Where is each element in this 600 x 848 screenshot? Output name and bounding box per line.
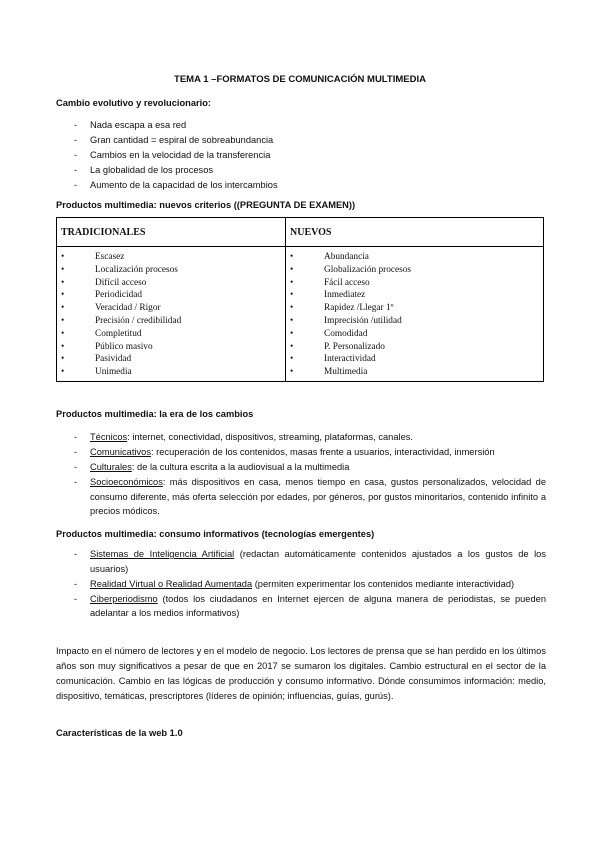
list-item: - Comunicativos: recuperación de los contenidos, masas frente a usuarios, interactividad, inmersión [56, 445, 546, 460]
criteria-table [56, 217, 544, 382]
list-item: • Imprecisión /utilidad [290, 315, 539, 328]
list-item: • Interactividad [290, 353, 539, 366]
list-item: - Ciberperiodismo (todos los ciudadanos en Internet ejercen de alguna manera de periodistas, se pueden adelantar a los medios informativos) [56, 592, 546, 621]
consumo-list [56, 547, 546, 621]
list-item: - Aumento de la capacidad de los intercambios [56, 178, 278, 193]
table-header-nuevos: NUEVOS [286, 218, 544, 247]
list-item: • P. Personalizado [290, 341, 539, 354]
page-title: TEMA 1 –FORMATOS DE COMUNICACIÓN MULTIMEDIA [174, 74, 426, 85]
list-item: • Público masivo [61, 341, 281, 354]
era-list [56, 430, 546, 519]
section-heading-cambio: Cambio evolutivo y revolucionario: [56, 98, 211, 108]
term: Ciberperiodismo [90, 593, 158, 604]
list-item: - Socioeconómicos: más dispositivos en casa, menos tiempo en casa, gustos personalizados, velocidad de consumo diferente, más oferta selección por edades, por géneros, por gustos minoritarios, contenido infinito a precios módicos. [56, 475, 546, 519]
table-cell-nuevos [286, 247, 544, 382]
section-heading-era: Productos multimedia: la era de los cambios [56, 409, 254, 419]
list-item: • Pasividad [61, 353, 281, 366]
list-item: • Completitud [61, 328, 281, 341]
body-paragraph: Impacto en el número de lectores y en el modelo de negocio. Los lectores de prensa que se han perdido en los últimos años son muy significativos a pesar de que en 2017 se sumaron los digitales. Cambio estructural en el sector de la comunicación. Cambio en las lógicas de producción y consumo informativo. Dónde consumimos información: medio, dispositivo, temáticas, prescriptores (líderes de opinión; influencias, guías, gurús). [56, 646, 546, 701]
list-item: - Realidad Virtual o Realidad Aumentada (permiten experimentar los contenidos mediante interactividad) [56, 577, 546, 592]
section-heading-consumo: Productos multimedia: consumo informativos (tecnologías emergentes) [56, 529, 375, 539]
list-item: • Periodicidad [61, 289, 281, 302]
section-heading-criterios: Productos multimedia: nuevos criterios ((PREGUNTA DE EXAMEN)) [56, 200, 356, 210]
cambio-list [56, 118, 278, 193]
term: Técnicos [90, 432, 128, 442]
term: Comunicativos [90, 447, 151, 457]
term: Realidad Virtual o Realidad Aumentada [90, 578, 253, 589]
list-item: - La globalidad de los procesos [56, 163, 278, 178]
list-item: • Rapidez /Llegar 1º [290, 302, 539, 315]
list-item: • Inmediatez [290, 289, 539, 302]
list-item: - Técnicos: internet, conectividad, dispositivos, streaming, plataformas, canales. [56, 430, 546, 445]
term: Culturales [90, 462, 132, 472]
list-item: • Escasez [61, 251, 281, 264]
term: Socioeconómicos [90, 477, 163, 487]
list-item: • Precisión / credibilidad [61, 315, 281, 328]
list-item: - Culturales: de la cultura escrita a la audiovisual a la multimedia [56, 460, 546, 475]
list-item: - Gran cantidad = espiral de sobreabundancia [56, 133, 278, 148]
list-item: • Localización procesos [61, 264, 281, 277]
list-item: - Nada escapa a esa red [56, 118, 278, 133]
list-item: • Veracidad / Rigor [61, 302, 281, 315]
section-heading-web: Características de la web 1.0 [56, 728, 183, 738]
table-header-tradicionales: TRADICIONALES [57, 218, 286, 247]
list-item: • Difícil acceso [61, 277, 281, 290]
list-item: • Multimedia [290, 366, 539, 379]
list-item: • Globalización procesos [290, 264, 539, 277]
list-item: - Sistemas de Inteligencia Artificial (redactan automáticamente contenidos ajustados a los gustos de los usuarios) [56, 547, 546, 576]
term: Sistemas de Inteligencia Artificial [90, 549, 235, 559]
list-item: • Fácil acceso [290, 277, 539, 290]
list-item: • Abundancia [290, 251, 539, 264]
list-item: • Unimedia [61, 366, 281, 379]
list-item: • Comodidad [290, 328, 539, 341]
list-item: - Cambios en la velocidad de la transferencia [56, 148, 278, 163]
table-cell-tradicionales [57, 247, 286, 382]
